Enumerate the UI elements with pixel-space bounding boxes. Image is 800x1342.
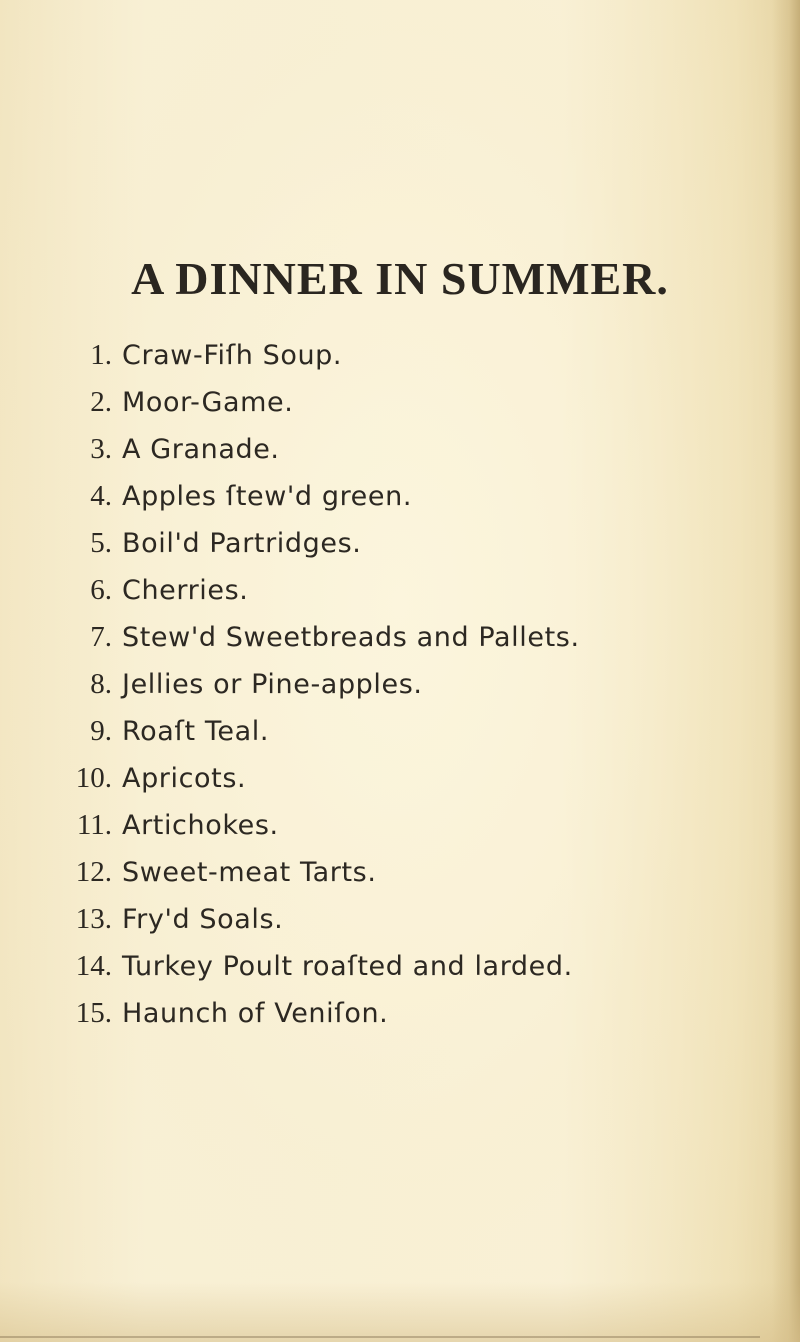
menu-item <box>0 708 760 755</box>
menu-item-dish: Jellies or Pine-apples. <box>122 669 423 700</box>
menu-item-number: 13. <box>75 903 112 935</box>
menu-item-number: 4. <box>90 480 112 512</box>
page-bottom-shadow <box>0 1282 800 1342</box>
menu-item-dish: Boil'd Partridges. <box>122 528 362 559</box>
menu-item <box>0 614 760 661</box>
menu-item <box>0 849 760 896</box>
menu-item-number: 1. <box>90 339 112 371</box>
menu-item <box>0 379 760 426</box>
menu-item-dish: Apricots. <box>122 763 247 794</box>
menu-item <box>0 943 760 990</box>
menu-item <box>0 990 760 1037</box>
page-title: A DINNER IN SUMMER. <box>131 253 669 304</box>
menu-item-dish: Apples ſtew'd green. <box>122 481 413 512</box>
menu-item-dish: Haunch of Veniſon. <box>122 998 389 1029</box>
menu-item <box>0 520 760 567</box>
dinner-menu-list <box>0 332 760 1037</box>
menu-item-number: 5. <box>90 527 112 559</box>
menu-item-number: 9. <box>90 715 112 747</box>
menu-item-dish: Sweet-meat Tarts. <box>122 857 377 888</box>
menu-item-number: 6. <box>90 574 112 606</box>
menu-item-number: 12. <box>75 856 112 888</box>
menu-item <box>0 661 760 708</box>
menu-item <box>0 426 760 473</box>
page-edge-shadow <box>772 0 800 1342</box>
menu-item-number: 15. <box>75 997 112 1029</box>
menu-item <box>0 332 760 379</box>
menu-item-dish: Artichokes. <box>122 810 279 841</box>
menu-item <box>0 755 760 802</box>
menu-item-number: 7. <box>90 621 112 653</box>
menu-item-dish: Stew'd Sweetbreads and Pallets. <box>122 622 580 653</box>
menu-item <box>0 802 760 849</box>
menu-item-number: 8. <box>90 668 112 700</box>
menu-item-dish: Moor-Game. <box>122 387 294 418</box>
menu-item-number: 14. <box>75 950 112 982</box>
menu-item-number: 3. <box>90 433 112 465</box>
menu-item-dish: Fry'd Soals. <box>122 904 284 935</box>
menu-item <box>0 567 760 614</box>
menu-item-dish: Roaſt Teal. <box>122 716 270 747</box>
menu-item-dish: Craw-Fiſh Soup. <box>122 340 343 371</box>
menu-item-dish: Turkey Poult roaſted and larded. <box>122 951 573 982</box>
menu-item-dish: Cherries. <box>122 575 249 606</box>
menu-item <box>0 896 760 943</box>
menu-item-number: 11. <box>76 809 112 841</box>
menu-item <box>0 473 760 520</box>
page-bottom-rule <box>0 1336 760 1338</box>
menu-item-dish: A Granade. <box>122 434 280 465</box>
menu-item-number: 2. <box>90 386 112 418</box>
menu-item-number: 10. <box>75 762 112 794</box>
